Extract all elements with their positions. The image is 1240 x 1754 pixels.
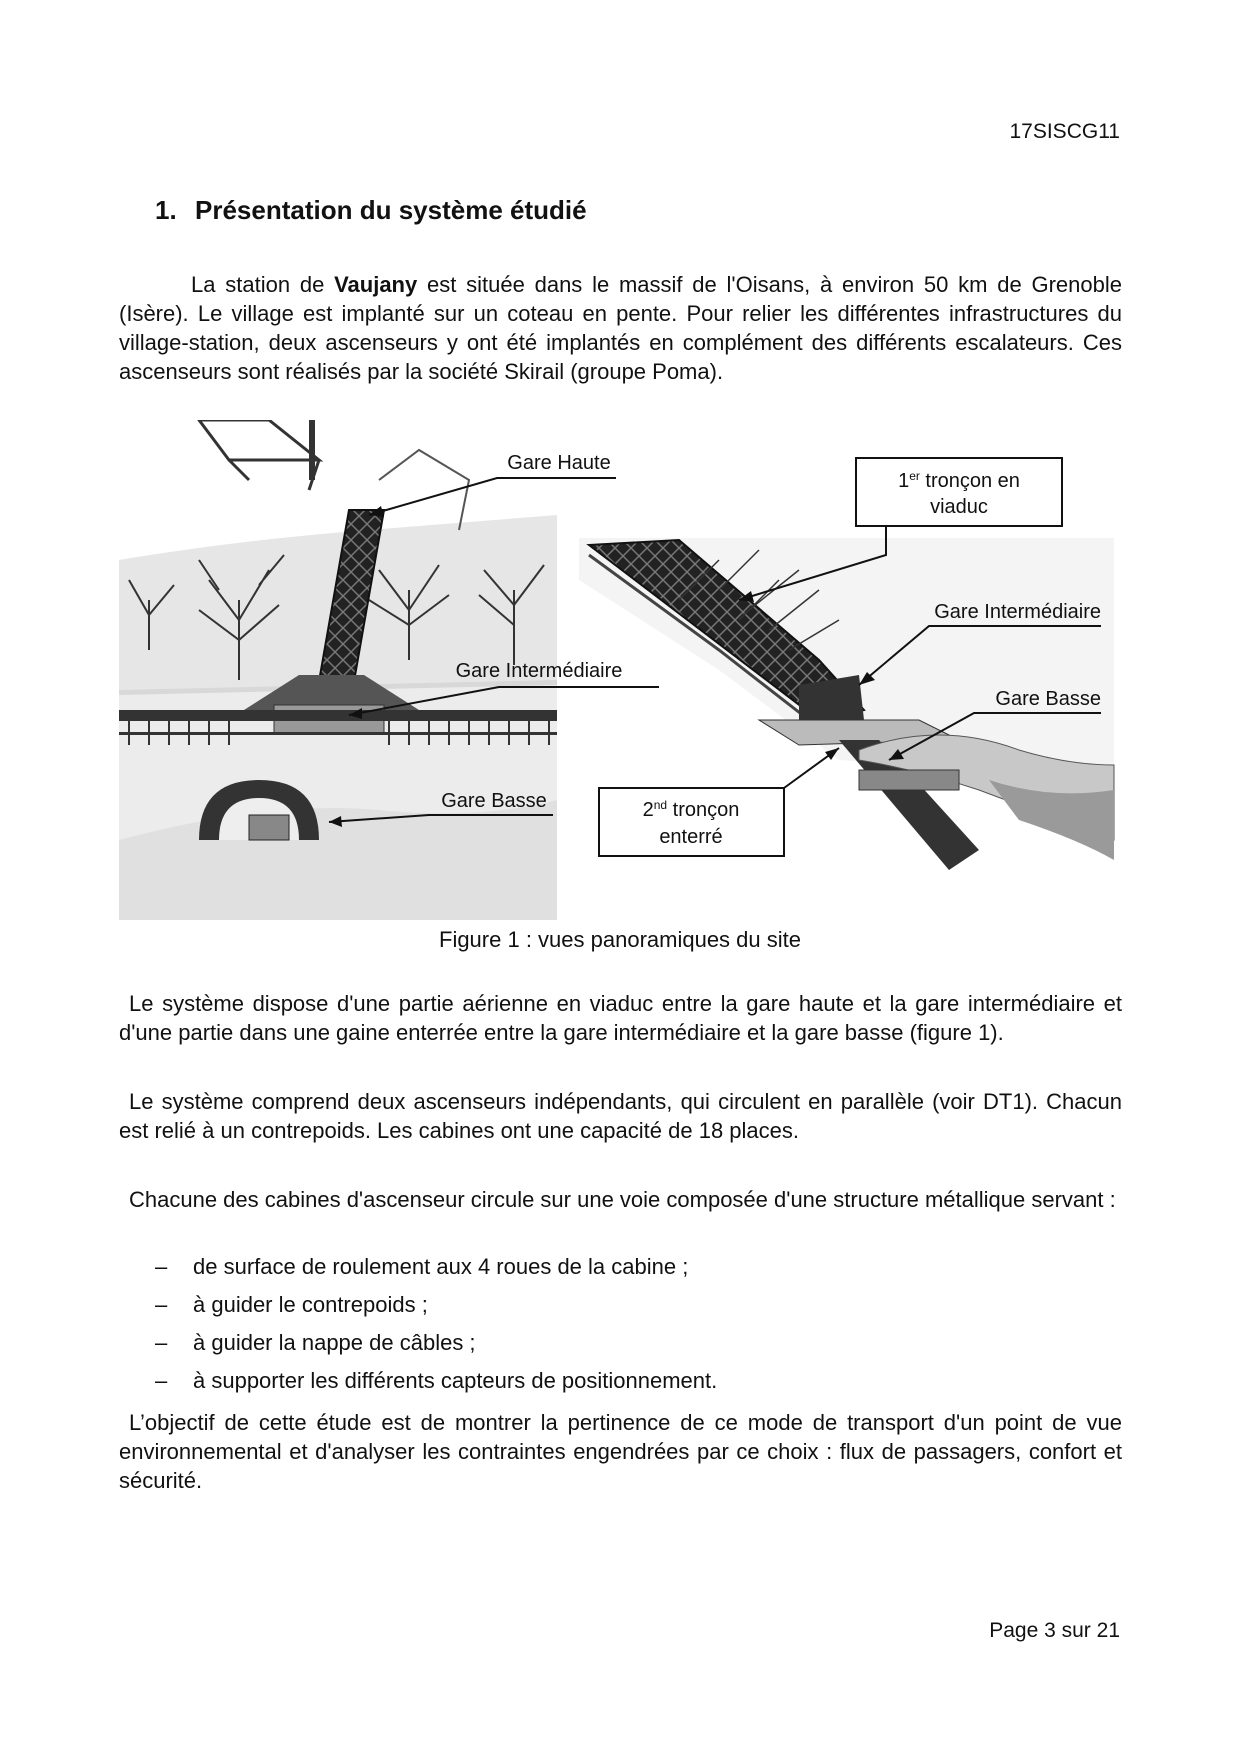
label-gare-intermediaire-right: Gare Intermédiaire [934, 601, 1101, 623]
paragraph-voie: Chacune des cabines d'ascenseur circule sur une voie composée d'une structure métallique servant : [129, 1187, 1116, 1212]
section-title [155, 195, 587, 226]
bullet-list [155, 1254, 1115, 1406]
list-item [155, 1368, 1115, 1406]
bullet-dash: – [155, 1254, 168, 1279]
bullet-dash: – [155, 1330, 168, 1355]
intro-text-after: est située dans le massif de l'Oisans, à environ 50 km de Grenoble (Isère). Le village est implanté sur un coteau en pente. Pour relier les différentes infrastructures du village-station, deux ascenseurs y ont été implantés en complément des différents escalateurs. Ces ascenseurs sont réalisés par la société Skirail (groupe Poma). [119, 272, 1122, 384]
figure-panoramic-views [119, 420, 1119, 920]
list-item-text: à guider le contrepoids ; [193, 1292, 428, 1317]
list-item-text: à supporter les différents capteurs de positionnement. [193, 1368, 718, 1393]
document-code: 17SISCG11 [1009, 120, 1120, 143]
label-gare-intermediaire-left: Gare Intermédiaire [455, 660, 623, 682]
paragraph-objectif: L’objectif de cette étude est de montrer la pertinence de ce mode de transport d'un point de vue environnemental et d'analyser les contraintes engendrées par ce choix : flux de passagers, confort et sécurité. [119, 1410, 1122, 1493]
bullet-dash: – [155, 1368, 168, 1393]
paragraph-ascenseurs: Le système comprend deux ascenseurs indépendants, qui circulent en parallèle (voir DT1). Chacun est relié à un contrepoids. Les cabines ont une capacité de 18 places. [119, 1089, 1122, 1143]
label-troncon-2-line1: 2nd tronçon [642, 798, 740, 821]
intro-paragraph [119, 270, 1122, 386]
label-troncon-1-line1: 1er tronçon en [898, 469, 1020, 492]
bullet-dash: – [155, 1292, 168, 1317]
section-title-text: Présentation du système étudié [195, 195, 587, 225]
list-item-text: à guider la nappe de câbles ; [193, 1330, 476, 1355]
label-gare-basse-right: Gare Basse [995, 688, 1101, 710]
list-item-text: de surface de roulement aux 4 roues de la cabine ; [193, 1254, 689, 1279]
label-gare-haute: Gare Haute [507, 452, 611, 474]
label-troncon-1-line2: viaduc [930, 496, 988, 518]
figure-caption: Figure 1 : vues panoramiques du site [439, 927, 801, 952]
list-item [155, 1330, 1115, 1368]
intro-text-before: La station de [191, 272, 335, 297]
label-troncon-2-line2: enterré [659, 826, 723, 848]
label-gare-basse-left: Gare Basse [441, 790, 547, 812]
list-item [155, 1292, 1115, 1330]
page-number: Page 3 sur 21 [989, 1619, 1120, 1642]
section-number: 1. [155, 195, 177, 225]
paragraph-viaduc: Le système dispose d'une partie aérienne en viaduc entre la gare haute et la gare intermédiaire et d'une partie dans une gaine enterrée entre la gare intermédiaire et la gare basse (figure 1). [119, 991, 1122, 1045]
intro-bold-vaujany: Vaujany [334, 272, 418, 297]
list-item [155, 1254, 1115, 1292]
